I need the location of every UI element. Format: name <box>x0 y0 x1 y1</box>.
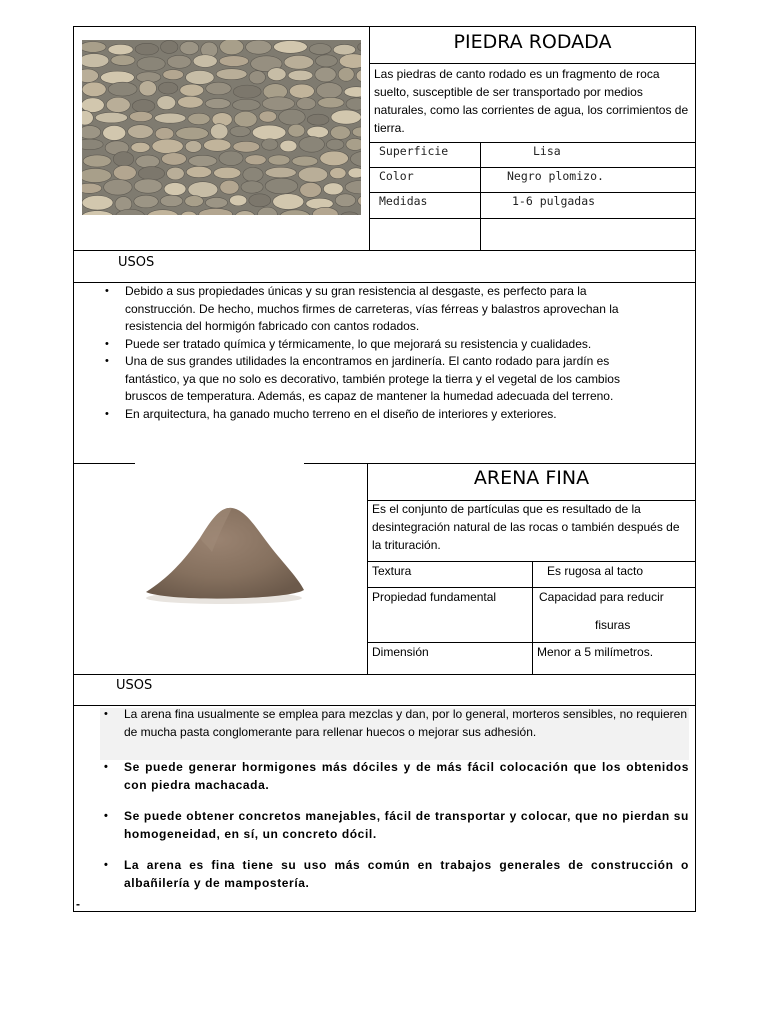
prop-label-texture: Textura <box>372 564 412 578</box>
prop-value-dimension: Menor a 5 milímetros. <box>537 645 654 659</box>
list-item: • En arquitectura, ha ganado mucho terreno en el diseño de interiores y exteriores. <box>80 406 660 424</box>
arena-usos-list <box>79 706 689 741</box>
fine-sand-image <box>138 500 308 610</box>
footer-mark: - <box>76 897 80 911</box>
list-item: • Debido a sus propiedades únicas y su gran resistencia al desgaste, es perfecto para la construcción. De hecho, muchos firmes de carreteras, vías férreas y balastros aprovechan la resistencia del hormigón fabricado con cantos rodados. <box>80 283 660 336</box>
prop-value-size: 1-6 pulgadas <box>512 194 596 208</box>
arena-usos-heading: USOS <box>116 678 153 693</box>
prop-label-dimension: Dimensión <box>372 645 429 659</box>
river-stones-image <box>82 40 361 215</box>
sand-pile-graphic <box>138 500 308 610</box>
list-item: • Una de sus grandes utilidades la encontramos en jardinería. El canto rodado para jardín es fantástico, ya que no solo es decorativo, también protege la tierra y el vegetal de los cambios bruscos de temperatura. Además, es capaz de mantener la humedad adecuada del terreno. <box>80 353 660 406</box>
piedra-usos-list <box>80 283 660 423</box>
prop-label-size: Medidas <box>379 194 428 208</box>
pebbles-graphic <box>82 40 361 215</box>
list-item: • Se puede generar hormigones más dóciles y de más fácil colocación que los obtenidos con piedra machacada. <box>79 759 689 794</box>
list-item: • La arena es fina tiene su uso más común en trabajos generales de construcción o albañilería y de mampostería. <box>79 857 689 892</box>
prop-value-fundamental-1: Capacidad para reducir <box>539 590 664 604</box>
piedra-description: Las piedras de canto rodado es un fragmento de roca suelto, susceptible de ser transportado por medios naturales, como las corrientes de agua, los corrimientos de tierra. <box>374 67 689 135</box>
prop-label-fundamental: Propiedad fundamental <box>372 590 497 604</box>
prop-label-surface: Superficie <box>379 144 449 158</box>
arena-description: Es el conjunto de partículas que es resultado de la desintegración natural de las rocas o también después de la trituración. <box>372 502 680 552</box>
prop-value-surface: Lisa <box>533 144 561 158</box>
piedra-usos-heading: USOS <box>118 255 155 270</box>
prop-label-color: Color <box>379 169 414 183</box>
list-item: • Puede ser tratado química y térmicamente, lo que mejorará su resistencia y cualidades. <box>80 336 660 354</box>
list-item: • La arena fina usualmente se emplea para mezclas y dan, por lo general, morteros sensibles, no requieren de mucha pasta conglomerante para rellenar huecos o mejorar sus adhesión. <box>79 706 689 741</box>
piedra-title: PIEDRA RODADA <box>453 31 612 53</box>
arena-title: ARENA FINA <box>473 467 590 489</box>
list-item: • Se puede obtener concretos manejables, fácil de transportar y colocar, que no pierdan su homogeneidad, en sí, un concreto dócil. <box>79 808 689 843</box>
prop-value-color: Negro plomizo. <box>507 169 604 183</box>
prop-value-texture: Es rugosa al tacto <box>547 564 644 578</box>
prop-value-fundamental-2: fisuras <box>595 618 631 632</box>
arena-usos-bold-list <box>79 759 689 892</box>
